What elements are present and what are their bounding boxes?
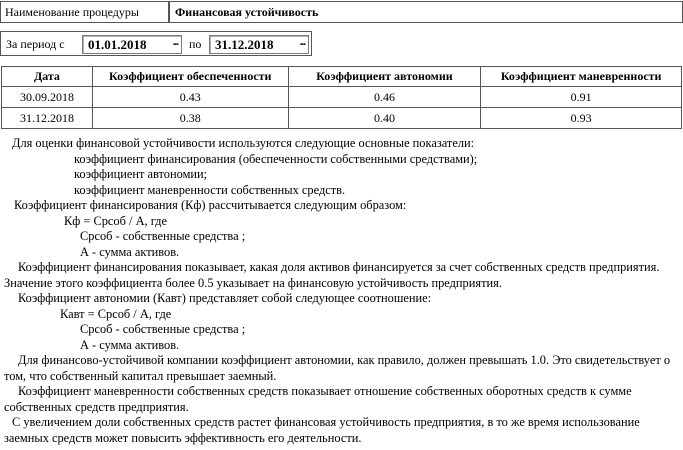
cell-maneuverability: 0.93 <box>481 108 682 129</box>
description-paragraph: Для финансово-устойчивой компании коэффициент автономии, как правило, должен превышать 1.0. Это свидетельствует о том, что собственный капитал превышает заемный. <box>4 353 671 383</box>
formula-line: А - сумма активов. <box>80 337 180 352</box>
date-to-value: 31.12.2018 <box>215 37 274 52</box>
date-to-picker-button[interactable]: ... <box>299 36 305 48</box>
cell-autonomy: 0.40 <box>288 108 481 129</box>
description-text <box>4 136 680 446</box>
description-line: коэффициент маневренности собственных средств. <box>74 182 346 197</box>
procedure-value: Финансовая устойчивость <box>169 1 683 23</box>
column-header-maneuverability: Коэффициент маневренности <box>481 67 682 87</box>
column-header-date: Дата <box>2 67 93 87</box>
description-paragraph: Коэффициент маневренности собственных средств показывает отношение собственных оборотных средств к сумме собственных средств предприятия. <box>4 384 632 414</box>
table-header-row <box>2 67 682 87</box>
date-from-field[interactable] <box>82 35 182 54</box>
cell-maneuverability: 0.91 <box>481 87 682 108</box>
description-paragraph: С увеличением доли собственных средств растет финансовая устойчивость предприятия, в то же время использование заемных средств может повысить эффективность его деятельности. <box>4 415 640 445</box>
cell-date: 31.12.2018 <box>2 108 93 129</box>
cell-date: 30.09.2018 <box>2 87 93 108</box>
column-header-security: Коэффициент обеспеченности <box>92 67 288 87</box>
cell-security: 0.38 <box>92 108 288 129</box>
description-line: Для оценки финансовой устойчивости используются следующие основные показатели: <box>12 136 475 150</box>
period-from-label: За период с <box>6 37 65 51</box>
column-header-autonomy: Коэффициент автономии <box>288 67 481 87</box>
cell-autonomy: 0.46 <box>288 87 481 108</box>
description-line: Коэффициент финансирования (Кф) рассчитывается следующим образом: <box>14 198 407 212</box>
date-to-field[interactable] <box>209 35 309 54</box>
formula-line: Кавт = Срсоб / А, где <box>60 306 172 321</box>
cell-security: 0.43 <box>92 87 288 108</box>
period-to-label: по <box>189 37 202 51</box>
table-row[interactable] <box>2 87 682 108</box>
table-row[interactable] <box>2 108 682 129</box>
description-line: Коэффициент автономии (Кавт) представляет собой следующее соотношение: <box>18 291 432 305</box>
procedure-label: Наименование процедуры <box>0 1 169 23</box>
formula-line: Кф = Срсоб / А, где <box>64 213 167 228</box>
description-line: коэффициент автономии; <box>74 167 208 181</box>
description-paragraph: Коэффициент финансирования показывает, какая доля активов финансируется за счет собственных средств предприятия. Значение этого коэффициента более 0.5 указывает на финансовую устойчивость предприятия. <box>4 260 660 290</box>
formula-line: Срсоб - собственные средства ; <box>80 322 246 336</box>
formula-line: А - сумма активов. <box>80 244 180 259</box>
period-filter <box>0 31 312 56</box>
description-line: коэффициент финансирования (обеспеченности собственными средствами); <box>74 151 478 166</box>
date-from-value: 01.01.2018 <box>88 37 147 52</box>
ratios-table <box>1 66 682 129</box>
date-from-picker-button[interactable]: ... <box>172 36 178 48</box>
formula-line: Срсоб - собственные средства ; <box>80 229 246 243</box>
